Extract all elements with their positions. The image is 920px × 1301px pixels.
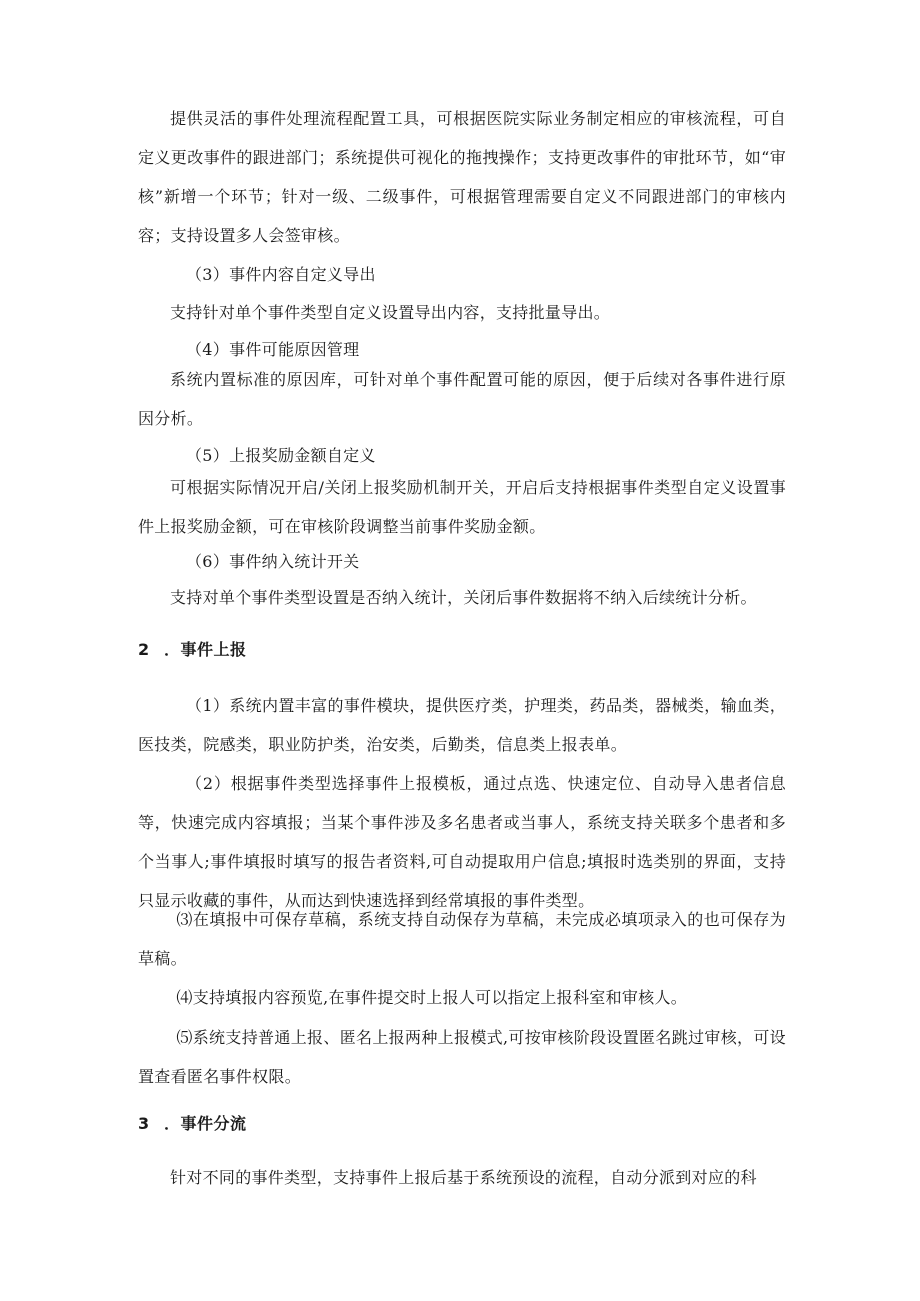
list-item: （1）系统内置丰富的事件模块，提供医疗类，护理类，药品类，器械类，输血类，医技类，院感类，职业防护类，治安类，后勤类，信息类上报表单。 [138,696,786,754]
paragraph-reward-amount: 可根据实际情况开启/关闭上报奖励机制开关，开启后支持根据事件类型自定义设置事件上报奖励金额，可在审核阶段调整当前事件奖励金额。 [138,478,786,536]
section-number: 2 [138,640,150,659]
subheading-reward-amount: （5）上报奖励金额自定义 [186,446,376,465]
section-heading-event-dispatch [138,1112,247,1136]
subheading-cause-management: （4）事件可能原因管理 [186,340,360,359]
section-number: 3 [138,1114,150,1133]
paragraph-event-dispatch: 针对不同的事件类型，支持事件上报后基于系统预设的流程，自动分派到对应的科 [170,1168,757,1187]
section-title: ．事件分流 [164,1114,247,1133]
list-item: ⑷支持填报内容预览,在事件提交时上报人可以指定上报科室和审核人。 [176,988,688,1007]
list-item: ⑶在填报中可保存草稿，系统支持自动保存为草稿，未完成必填项录入的也可保存为草稿。 [138,910,786,968]
subheading-statistics-switch: （6）事件纳入统计开关 [186,552,360,571]
list-item: （2）根据事件类型选择事件上报模板，通过点选、快速定位、自动导入患者信息等，快速完成内容填报；当某个事件涉及多名患者或当事人，系统支持关联多个患者和多个当事人;事件填报时填写的报告者资料,可自动提取用户信息;填报时选类别的界面，支持只显示收藏的事件，从而达到快速选择到经常填报的事件类型。 [138,774,786,910]
subheading-export: （3）事件内容自定义导出 [186,265,376,284]
paragraph-statistics-switch: 支持对单个事件类型设置是否纳入统计，关闭后事件数据将不纳入后续统计分析。 [170,588,757,607]
paragraph-workflow-config: 提供灵活的事件处理流程配置工具，可根据医院实际业务制定相应的审核流程，可自定义更改事件的跟进部门；系统提供可视化的拖拽操作；支持更改事件的审批环节，如“审核”新增一个环节；针对一级、二级事件，可根据管理需要自定义不同跟进部门的审核内容；支持设置多人会签审核。 [138,109,786,245]
paragraph-export: 支持针对单个事件类型自定义设置导出内容，支持批量导出。 [170,303,611,322]
section-title: ．事件上报 [164,640,247,659]
paragraph-cause-management: 系统内置标准的原因库，可针对单个事件配置可能的原因，便于后续对各事件进行原因分析。 [138,370,786,428]
section-heading-event-report [138,638,247,662]
list-item: ⑸系统支持普通上报、匿名上报两种上报模式,可按审核阶段设置匿名跳过审核，可设置查看匿名事件权限。 [138,1028,786,1086]
